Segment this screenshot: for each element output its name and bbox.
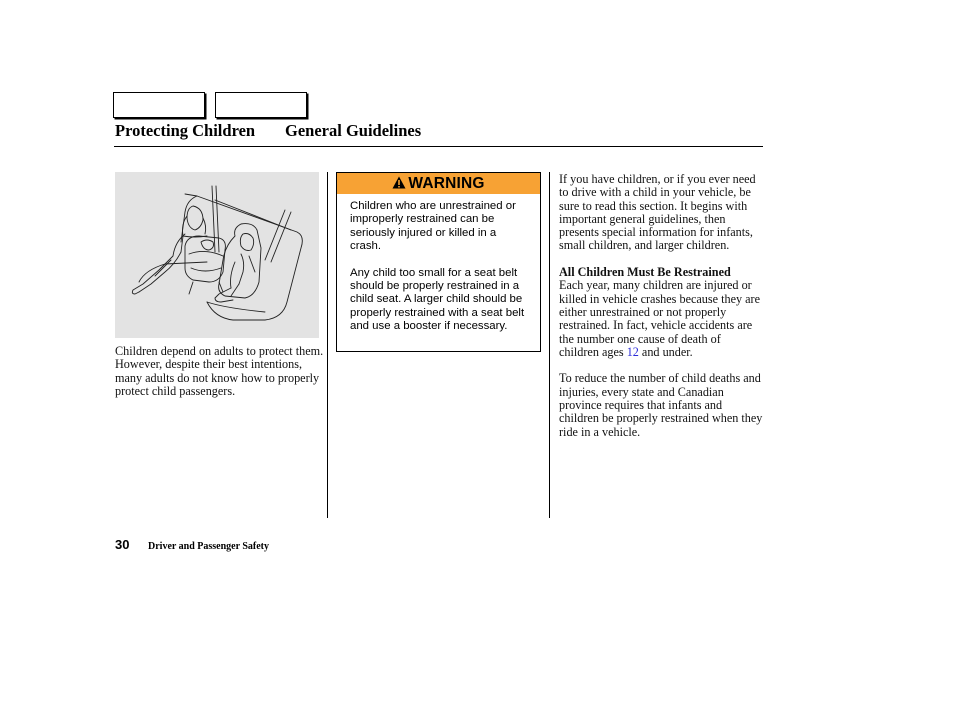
nav-tab-next[interactable] (215, 92, 307, 118)
warning-label: WARNING (408, 174, 485, 192)
restraint-paragraph (559, 279, 763, 359)
restraint-text-end: and under. (638, 344, 693, 359)
column-divider-right (549, 172, 550, 518)
page-number: 30 (115, 537, 130, 552)
warning-triangle-icon (392, 176, 406, 194)
page-title: General Guidelines (285, 121, 422, 140)
subheading: All Children Must Be Restrained (559, 265, 731, 280)
restraint-text: Each year, many children are injured or killed in vehicle crashes because they are either unrestrained or not properly restrained. In fact, vehicle accidents are the number one cause of death of children ages (559, 278, 760, 359)
right-column (559, 173, 763, 439)
nav-tab-previous[interactable] (113, 92, 205, 118)
warning-header (337, 173, 540, 194)
law-paragraph: To reduce the number of child deaths and injuries, every state and Canadian province requires that infants and children be properly restrained when they ride in a vehicle. (559, 371, 763, 439)
child-seats-in-vehicle-illustration (115, 172, 319, 338)
intro-paragraph: If you have children, or if you ever need to drive with a child in your vehicle, be sure to read this section. It begins with important general guidelines, then presents special information for infants, small children, and larger children. (559, 172, 756, 253)
page-link-12[interactable]: 12 (626, 344, 639, 359)
footer-section-name: Driver and Passenger Safety (148, 541, 270, 552)
warning-paragraph-1: Children who are unrestrained or improperly restrained can be seriously injured or killed in a crash. (350, 200, 516, 253)
section-title: Protecting Children (115, 121, 256, 140)
warning-box (336, 172, 541, 352)
illustration-caption: Children depend on adults to protect them. However, despite their best intentions, many adults do not know how to properly protect child passengers. (115, 344, 324, 398)
header-rule (114, 146, 763, 147)
warning-text (350, 200, 530, 334)
column-divider-left (327, 172, 328, 518)
warning-paragraph-2: Any child too small for a seat belt should be properly restrained in a child seat. A larger child should be properly restrained with a seat belt and use a booster if necessary. (350, 266, 525, 333)
